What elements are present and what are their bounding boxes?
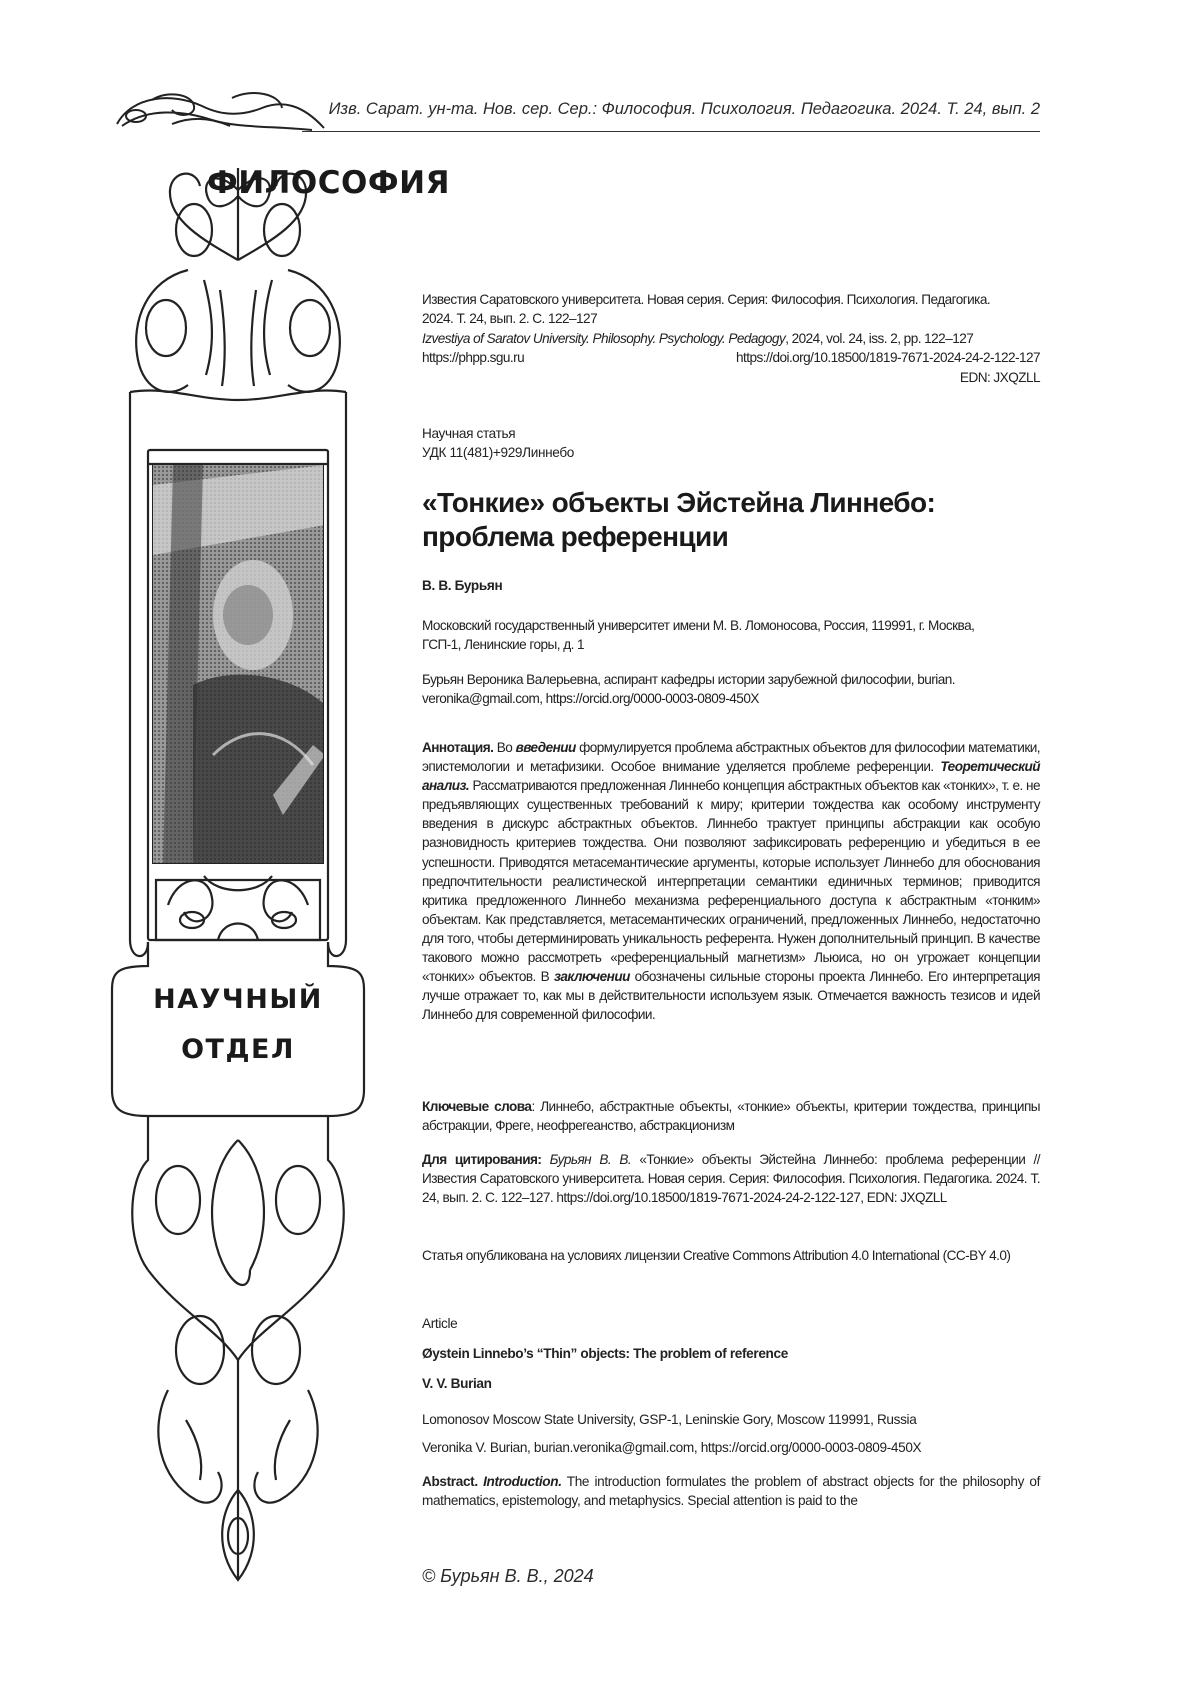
journal-reference [422, 290, 1040, 387]
article-type: Научная статья [422, 426, 516, 441]
journal-ref-en-title: Izvestiya of Saratov University. Philosophy. Psychology. Pedagogy [422, 330, 786, 346]
en-intro-label: Introduction. [483, 1474, 562, 1489]
en-abstract-label: Abstract. [422, 1474, 478, 1489]
keywords-label: Ключевые слова [422, 1099, 532, 1114]
abstract-ru-text-4: обозначены сильные стороны проекта Линнебо. Его интерпретация лучше отражает то, как мы в действительности используем язык. Отмечается важность тезисов и идей Линнебо для современной философии. [422, 969, 1040, 1023]
license-note: Статья опубликована на условиях лицензии Creative Commons Attribution 4.0 International (CC-BY 4.0) [422, 1248, 1011, 1263]
keywords [422, 1097, 1040, 1135]
article-title-line1: «Тонкие» объекты Эйстейна Линнебо: [422, 487, 936, 518]
abstract-ru [422, 738, 1040, 1024]
abstract-ru-text-2: формулируется проблема абстрактных объектов для философии математики, эпистемологии и метафизики. Особое внимание уделяется проблеме референции. [422, 740, 1040, 775]
en-author-info: Veronika V. Burian, burian.veronika@gmail.com, https://orcid.org/0000-0003-0809-450X [422, 1440, 922, 1455]
section-title: ФИЛОСОФИЯ [207, 165, 450, 201]
en-author-name: V. V. Burian [422, 1376, 492, 1391]
article-meta [422, 424, 1040, 463]
abstract-ru-text-3: Рассматриваются предложенная Линнебо концепция абстрактных объектов как «тонких», т. е. не предъявляющих существенных требований к миру; критерии тождества как особому инструменту введения в дискурс абстрактных объектов. Линнебо трактует принципы абстракции как особую разновидность критериев тождества. Они позволяют зафиксировать референцию и убедиться в ее успешности. Приводятся метасемантические аргументы, которые использует Линнебо для обоснования предпочтительности реалистической интерпретации семантики единичных терминов; приводится критика предложенного Линнебо механизма референциального доступа к абстрактным «тонким» объектам. Как представляется, метасемантических ограничений, предложенных Линнебо, недостаточно для того, чтобы детерминировать уникальность референта. Нужен дополнительный принцип. В качестве такового можно рассмотреть «референциальный магнетизм» Льюиса, но он угрожает концепции «тонких» объектов. В [422, 778, 1040, 985]
en-article-title: Øystein Linnebo’s “Thin” objects: The problem of reference [422, 1346, 788, 1361]
section-label-line2: ОТДЕЛ [181, 1034, 295, 1065]
abstract-ru-intro: введении [515, 740, 576, 755]
affiliation-line1: Московский государственный университет имени М. В. Ломоносова, Россия, 119991, г. Москва, [422, 618, 975, 633]
abstract-ru-label: Аннотация. [422, 740, 494, 755]
article-title-line2: проблема референции [422, 521, 729, 552]
en-abstract [422, 1472, 1040, 1511]
en-article-type: Article [422, 1316, 458, 1331]
affiliation [422, 616, 1040, 655]
header-rule [302, 131, 1040, 132]
left-ornament-column [108, 160, 368, 1590]
author-info [422, 670, 1040, 709]
udc-code: УДК 11(481)+929Линнебо [422, 445, 574, 461]
en-abstract-text: The introduction formulates the problem of abstract objects for the philosophy of mathematics, epistemology, and metaphysics. Special attention is paid to the [422, 1474, 1040, 1509]
journal-ref-en [422, 329, 1040, 348]
journal-ref-ru-line1: Известия Саратовского университета. Новая серия. Серия: Философия. Психология. Педагогика. [422, 292, 991, 307]
author-info-line1: Бурьян Вероника Валерьевна, аспирант кафедры истории зарубежной философии, burian. [422, 672, 955, 687]
citation-text: «Тонкие» объекты Эйстейна Линнебо: проблема референции // Известия Саратовского университета. Новая серия. Серия: Философия. Психология. Педагогика. 2024. Т. 24, вып. 2. С. 122–127. https://doi.org/10.18500/1819-7671-2024-24-2-122-127, EDN: JXQZLL [422, 1152, 1041, 1206]
doi-link[interactable]: https://doi.org/10.18500/1819-7671-2024-24-2-122-127 [736, 350, 1040, 366]
section-label-line1: НАУЧНЫЙ [153, 984, 323, 1015]
journal-ref-ru-line2: 2024. Т. 24, вып. 2. С. 122–127 [422, 311, 598, 327]
abstract-ru-theory: Теоретический анализ. [422, 759, 1040, 794]
article-title [422, 486, 1040, 554]
abstract-ru-conclusion: заключении [553, 969, 630, 985]
journal-ref-en-rest: , 2024, vol. 24, iss. 2, pp. 122–127 [785, 330, 974, 346]
copyright: © Бурьян В. В., 2024 [422, 1566, 594, 1586]
abstract-ru-text-1: Во [493, 740, 516, 755]
journal-site-link[interactable]: https://phpp.sgu.ru [422, 350, 525, 366]
citation-label: Для цитирования: [422, 1152, 542, 1167]
author-info-line2: veronika@gmail.com, https://orcid.org/0000-0003-0809-450X [422, 691, 759, 707]
header-ornament-icon [112, 86, 327, 134]
en-affiliation: Lomonosov Moscow State University, GSP-1, Leninskie Gory, Moscow 119991, Russia [422, 1412, 917, 1427]
citation-author: Бурьян В. В. [541, 1152, 632, 1167]
keywords-text: : Линнебо, абстрактные объекты, «тонкие» объекты, критерии тождества, принципы абстракции, Фреге, неофрегеанство, абстракционизм [422, 1099, 1040, 1134]
author-name: В. В. Бурьян [422, 578, 503, 593]
running-head-text: Изв. Сарат. ун-та. Нов. сер. Сер.: Философия. Психология. Педагогика. 2024. Т. 24, вып. 2 [328, 100, 1040, 118]
edn: EDN: JXQZLL [959, 369, 1040, 385]
portrait-photo [152, 464, 324, 864]
running-head [112, 86, 1040, 134]
citation [422, 1150, 1040, 1207]
art-nouveau-frame-icon [108, 160, 368, 1590]
journal-ref-links [422, 348, 1040, 367]
affiliation-line2: ГСП-1, Ленинские горы, д. 1 [422, 637, 585, 653]
